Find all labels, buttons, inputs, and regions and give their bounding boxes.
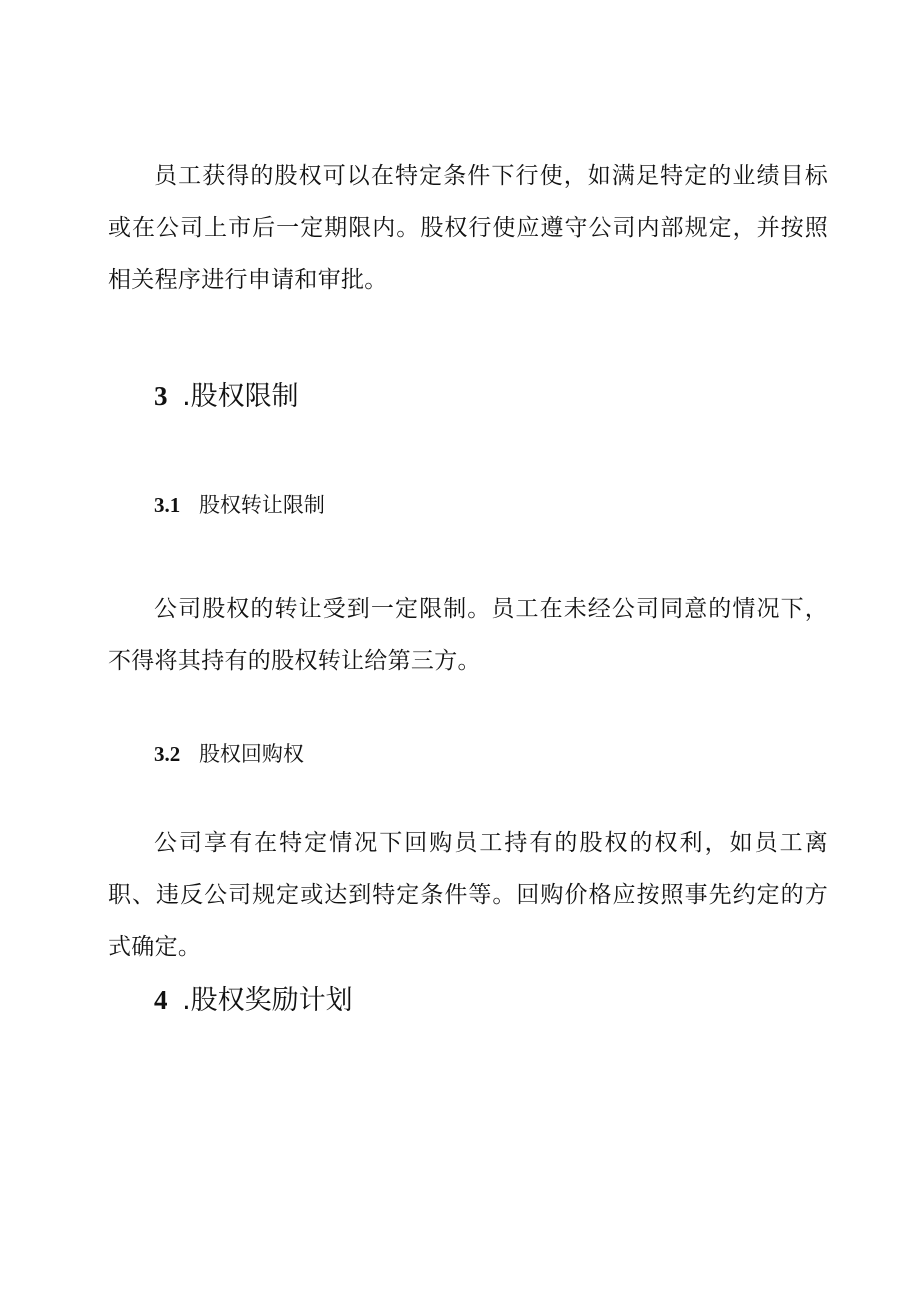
paragraph-transfer-restriction: 公司股权的转让受到一定限制。员工在未经公司同意的情况下，不得将其持有的股权转让给第三方。 xyxy=(108,596,828,674)
section-title: 股权转让限制 xyxy=(198,493,325,517)
section-number: 3.1 xyxy=(154,493,181,517)
section-number: 3.2 xyxy=(154,742,181,766)
section-number: 4 xyxy=(154,985,168,1015)
section-heading-3-1 xyxy=(154,489,325,521)
section-title: .股权限制 xyxy=(182,381,299,412)
section-title: .股权奖励计划 xyxy=(182,985,353,1016)
section-heading-3-2 xyxy=(154,738,304,770)
section-heading-3 xyxy=(154,376,299,417)
paragraph-buyback-right: 公司享有在特定情况下回购员工持有的股权的权利，如员工离职、违反公司规定或达到特定条件等。回购价格应按照事先约定的方式确定。 xyxy=(108,830,828,960)
paragraph-equity-exercise: 员工获得的股权可以在特定条件下行使，如满足特定的业绩目标或在公司上市后一定期限内。股权行使应遵守公司内部规定，并按照相关程序进行申请和审批。 xyxy=(108,163,828,293)
section-heading-4 xyxy=(154,980,353,1021)
section-title: 股权回购权 xyxy=(198,742,304,766)
section-number: 3 xyxy=(154,381,168,411)
